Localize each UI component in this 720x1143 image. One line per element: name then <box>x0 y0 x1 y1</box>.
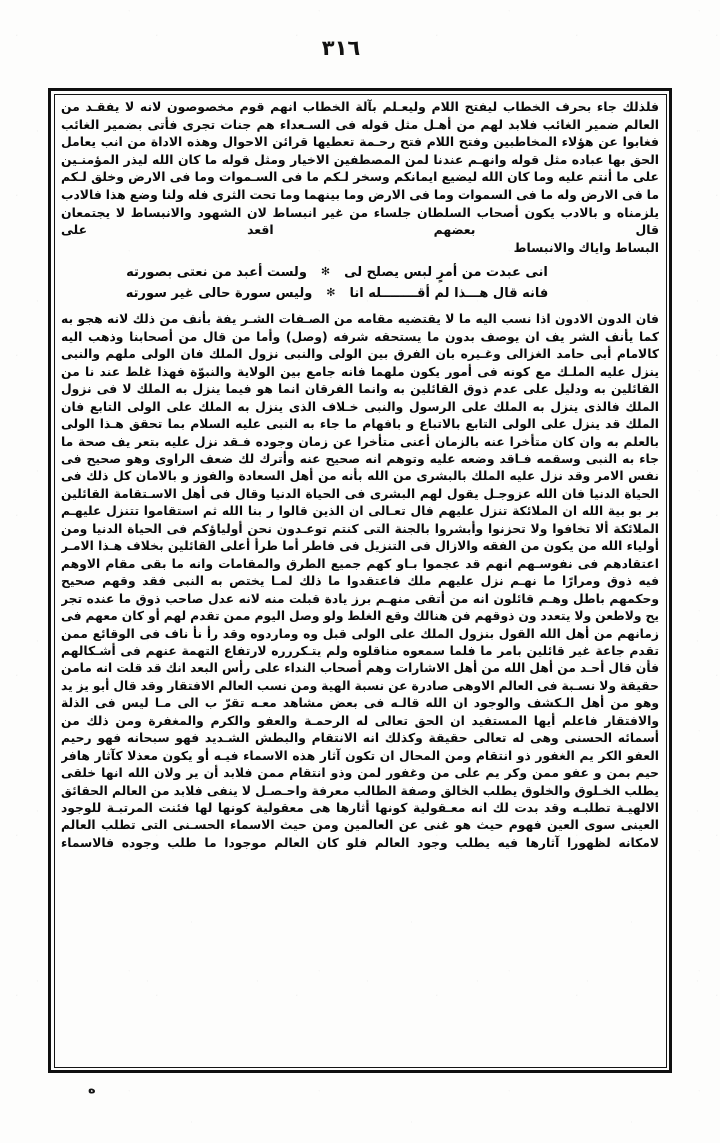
verse-hemistich-first: انى عبدت من أمرٍ لبس يصلح لى <box>344 265 548 281</box>
verse-line <box>61 283 659 304</box>
paragraph-opening-tail: البساط واياك والانبساط <box>513 239 659 255</box>
text-column <box>61 97 659 1066</box>
verse-hemistich-first: فانه قال هـــذا لم أقــــــــله انا <box>349 286 549 302</box>
verse-hemistich-second: ولست أعبد من نعتى بصورته <box>126 265 307 281</box>
folio-number: ٣١٦ <box>321 36 361 60</box>
catchword-signature: ه <box>88 1082 96 1097</box>
paragraph-body: فان الدون الادون اذا نسب اليه ما لا يقتضيه مقامه من الصـفات الشـر يفة بأنف من ذلك لانه هجو به كما يأنف الشر يف ان يوصف بدون ما يستحقه شرفه (وصل) وأما من قال من أصحابنا وذهب اليه كالامام أبى حامد الغزالى وغـيره بان الفرق بين الولى والنبى نزول الملك فان الولى ملهم والنبى ينزل عليه الملـك مع كونه فى أمور يكون ملهما فانه جامع بين الولاية والنبوّة فهذا غلط عند نا من القائلين به ودليل على عدم ذوق القائلين به وانما الفرقان انما هو فيما ينزل به الملك لا فى نزول الملك فالذى ينزل به الملك على الرسول والنبى خـلاف الذى ينزل به الملك على الولى التابع فان الملك قد ينزل على الولى التابع بالاتباع و بافهام ما جاء به النبى عليه السلام بما تحقق هـذا الولى بالعلم به وان كان متأخرا عنه بالزمان أعنى متأخرا عن زمان وجوده فـقد نزل عليه بتعر يف صحة ما جاء به النبى وسقمه فـاقد وضعه عليه وتوهم انه صحيح عنه وأترك لك ضعف الراوى وهو صحيح فى نفس الامر وقد نزل عليه الملك بالبشرى من الله بأنه من أهل السعادة والفوز و بالامان كل ذلك فى الحياة الدنيا فان الله عزوجـل يقول لهم البشرى فى الحياة الدنيا وقال فى أهل الاسـتقامة القائلين بر بو بية الله ان الملائكة تنزل عليهم فال تعـالى ان الذين قالوا ر بنا الله ثم استقاموا تتنزل عليهـم الملائكة ألا تخافوا ولا تحزنوا وأبشروا بالجنة التى كنتم توعـدون نحن أولياؤكم فى الحياة الدنيا ومن أولياء الله من يكون من الفقه والازال فى التنزيل فى فاطر أما طرأ أعلى القائلين بخلاف هـذا الامـر اعتقادهم فى نفوسـهم انهم قد عجموا بـاو كهم جميع الطرق والمقامات وانه ما بقى مقام الاوهم فيه ذوق ومرارًا ما نهـم نزل عليهم ملك فاعتقدوا ما ذلك لمـا يختص به النبى فقد وقهم صحيح وحكمهم باطل وهـم قائلون انه من أتقى منهـم برز يادة قبلت منه لانه عدل صاحب ذوق ما عنده تجر يح ولاطعن ولا يتعدد ون ذوقهم فن هنالك وقع الغلط ولو وصل اليوم ممن تقدم لهم أو كان معهم فى زمانهم من أهل الله القول بنزول الملك على الولى قبل وه وماردوه وقد رأ نأ ناف فى الوقائع ممن تقدم جاعة غير قائلين بامر ما فلما سمعوه مناقلوه ولم يتـكررره لارتفاع التهمة عنهم فى أشـكالهم فأن قال أحـد من أهل الله من أهل الاشارات وهم أصحاب النداء على رأس البعد انك قد قلت انه مامن حقيقة ولا نسـبة فى العالم الاوهى صادرة عن نسبة الهية ومن نسب العالم الافتقار وقد قال أبو يز يد وهو من أهل الـكشف والوجود ان الله قالـه فى بعض مشاهد معـه تقرّ ب الى مـا ليس فى الذلة والافتقار فاعلم أيها المستفيد ان الحق تعالى له الرحمـة والعفو والكرم والمغفرة ومن ذلك من أسمائه الحسنى وهى له تعالى حقيقة وكذلك انه الانتقام والبطش الشـديد فهو سبحانه فهو رحيم العفو الكر يم الغفور ذو انتقام ومن المحال ان تكون آثار هذه الاسماء فيـه أو يكون معذلا كآثار هافر حيم بمن و عفو ممن وكر يم على من وغفور لمن وذو انتقام ممن فلابد أن ير ولان الله انها خلقى يطلب الخـلوق والخلوق يطلب الخالق وصفة الطالب معرفة واحـصـل لا ينفى فلابد من العالم الحقائق الالهيـة تطلبـه وقد بدت لك انه معـقولية كونها أثارها هى معقولية كونها لها فئنت المرتبـة للوجود العينى سوى العين فهوم حيث هو غنى عن العالمين ومن حيث الاسماء الحسـنى التى تطلب العالم لامكانه لظهورا آثارها فيه يطلب وجود العالم فلو كان العالم موجودا ما طلب وجوده فالاسماء <box>61 312 659 850</box>
paragraph-opening: فلذلك جاء بحرف الخطاب ليفتح اللام وليعـلم بآلة الخطاب انهم قوم مخصوصون لانه لا يفقـد من العالم ضمير الغائب فلابد لهم من أهـل مثل قوله فى السـعداء هم جنات تجرى فأتى بضمير الغائب فغابوا عن هؤلاء المخاطبين وفتح اللام فتح رحـمة تعطيها قرائن الاحوال وهذه الاداة من انب يعامل الحق بها عباده مثل قوله وانهـم عندنا لمن المصطفين الاخيار ومثل قوله ما كان الله ليذر المؤمنـين على ما أنتم عليه وما كان الله ليضيع ايمانكم وسخر لـكم ما فى السـموات وما فى الارض وخلق لـكم ما فى الارض وله ما فى السموات وما فى الارض وما بينهما وما تحت الثرى فله ولنا وضع هذا فالادب يلزمناه و بالادب يكون أصحاب السلطان جلساء من غير انبساط لان الشهود والانبساط لا يجتمعان قال بعضهم اقعد على <box>61 99 659 238</box>
verse-hemistich-second: وليس سورة حالى غير سورته <box>125 286 313 302</box>
page-border-frame <box>48 88 672 1073</box>
verse-block <box>61 262 659 304</box>
verse-separator-icon: ✻ <box>326 286 336 300</box>
verse-separator-icon: ✻ <box>320 265 331 279</box>
verse-line <box>61 262 659 283</box>
